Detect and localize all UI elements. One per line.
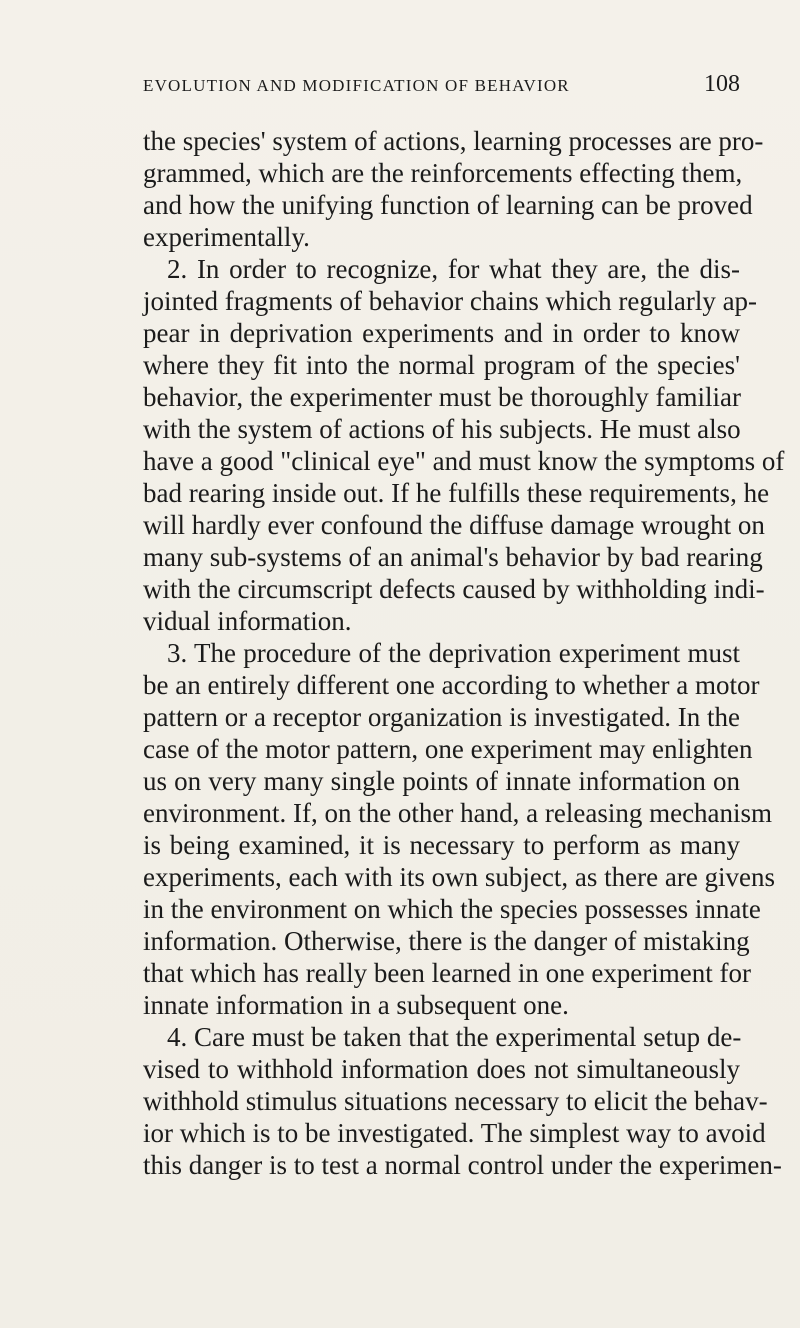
page-number: 108 xyxy=(704,71,740,97)
text-line: in the environment on which the species possesses innate xyxy=(143,894,761,924)
text-line: bad rearing inside out. If he fulfills these requirements, he xyxy=(143,478,770,508)
text-line: pattern or a receptor organization is investigated. In the xyxy=(143,702,741,732)
text-line: 3. The procedure of the deprivation experiment must xyxy=(167,638,740,668)
text-line: case of the motor pattern, one experiment may enlighten xyxy=(143,734,753,764)
running-head: EVOLUTION AND MODIFICATION OF BEHAVIOR xyxy=(143,76,570,95)
text-line: the species' system of actions, learning processes are pro- xyxy=(143,126,764,156)
text-line: experiments, each with its own subject, as there are givens xyxy=(143,862,776,892)
text-line: withhold stimulus situations necessary to elicit the behav- xyxy=(143,1086,768,1116)
text-line: environment. If, on the other hand, a releasing mechanism xyxy=(143,798,773,828)
text-line: information. Otherwise, there is the danger of mistaking xyxy=(143,926,750,956)
text-line: us on very many single points of innate information on xyxy=(143,766,740,796)
text-line: experimentally. xyxy=(143,222,310,252)
text-line: where they fit into the normal program of the species' xyxy=(143,350,740,380)
text-line: many sub-systems of an animal's behavior by bad rearing xyxy=(143,542,763,572)
text-line: have a good "clinical eye" and must know the symptoms of xyxy=(143,446,785,476)
text-line: and how the unifying function of learning can be proved xyxy=(143,190,753,220)
text-line: is being examined, it is necessary to perform as many xyxy=(143,830,740,860)
text-line: innate information in a subsequent one. xyxy=(143,990,569,1020)
page-header xyxy=(143,70,740,106)
body-text xyxy=(143,122,785,1202)
text-line: behavior, the experimenter must be thoroughly familiar xyxy=(143,382,741,412)
text-line: with the system of actions of his subjects. He must also xyxy=(143,414,741,444)
text-line: pear in deprivation experiments and in order to know xyxy=(143,318,740,348)
text-line: with the circumscript defects caused by withholding indi- xyxy=(143,574,765,604)
text-line: vidual information. xyxy=(143,606,352,636)
text-line: this danger is to test a normal control under the experimen- xyxy=(143,1150,782,1180)
text-line: will hardly ever confound the diffuse damage wrought on xyxy=(143,510,765,540)
text-line: be an entirely different one according to whether a motor xyxy=(143,670,760,700)
text-line: ior which is to be investigated. The simplest way to avoid xyxy=(143,1118,766,1148)
text-line: grammed, which are the reinforcements effecting them, xyxy=(143,158,743,188)
text-line: 4. Care must be taken that the experimental setup de- xyxy=(167,1022,742,1052)
text-line: jointed fragments of behavior chains which regularly ap- xyxy=(143,286,758,316)
text-line: that which has really been learned in one experiment for xyxy=(143,958,752,988)
text-line: vised to withhold information does not simultaneously xyxy=(143,1054,740,1084)
text-line: 2. In order to recognize, for what they are, the dis- xyxy=(167,254,740,284)
